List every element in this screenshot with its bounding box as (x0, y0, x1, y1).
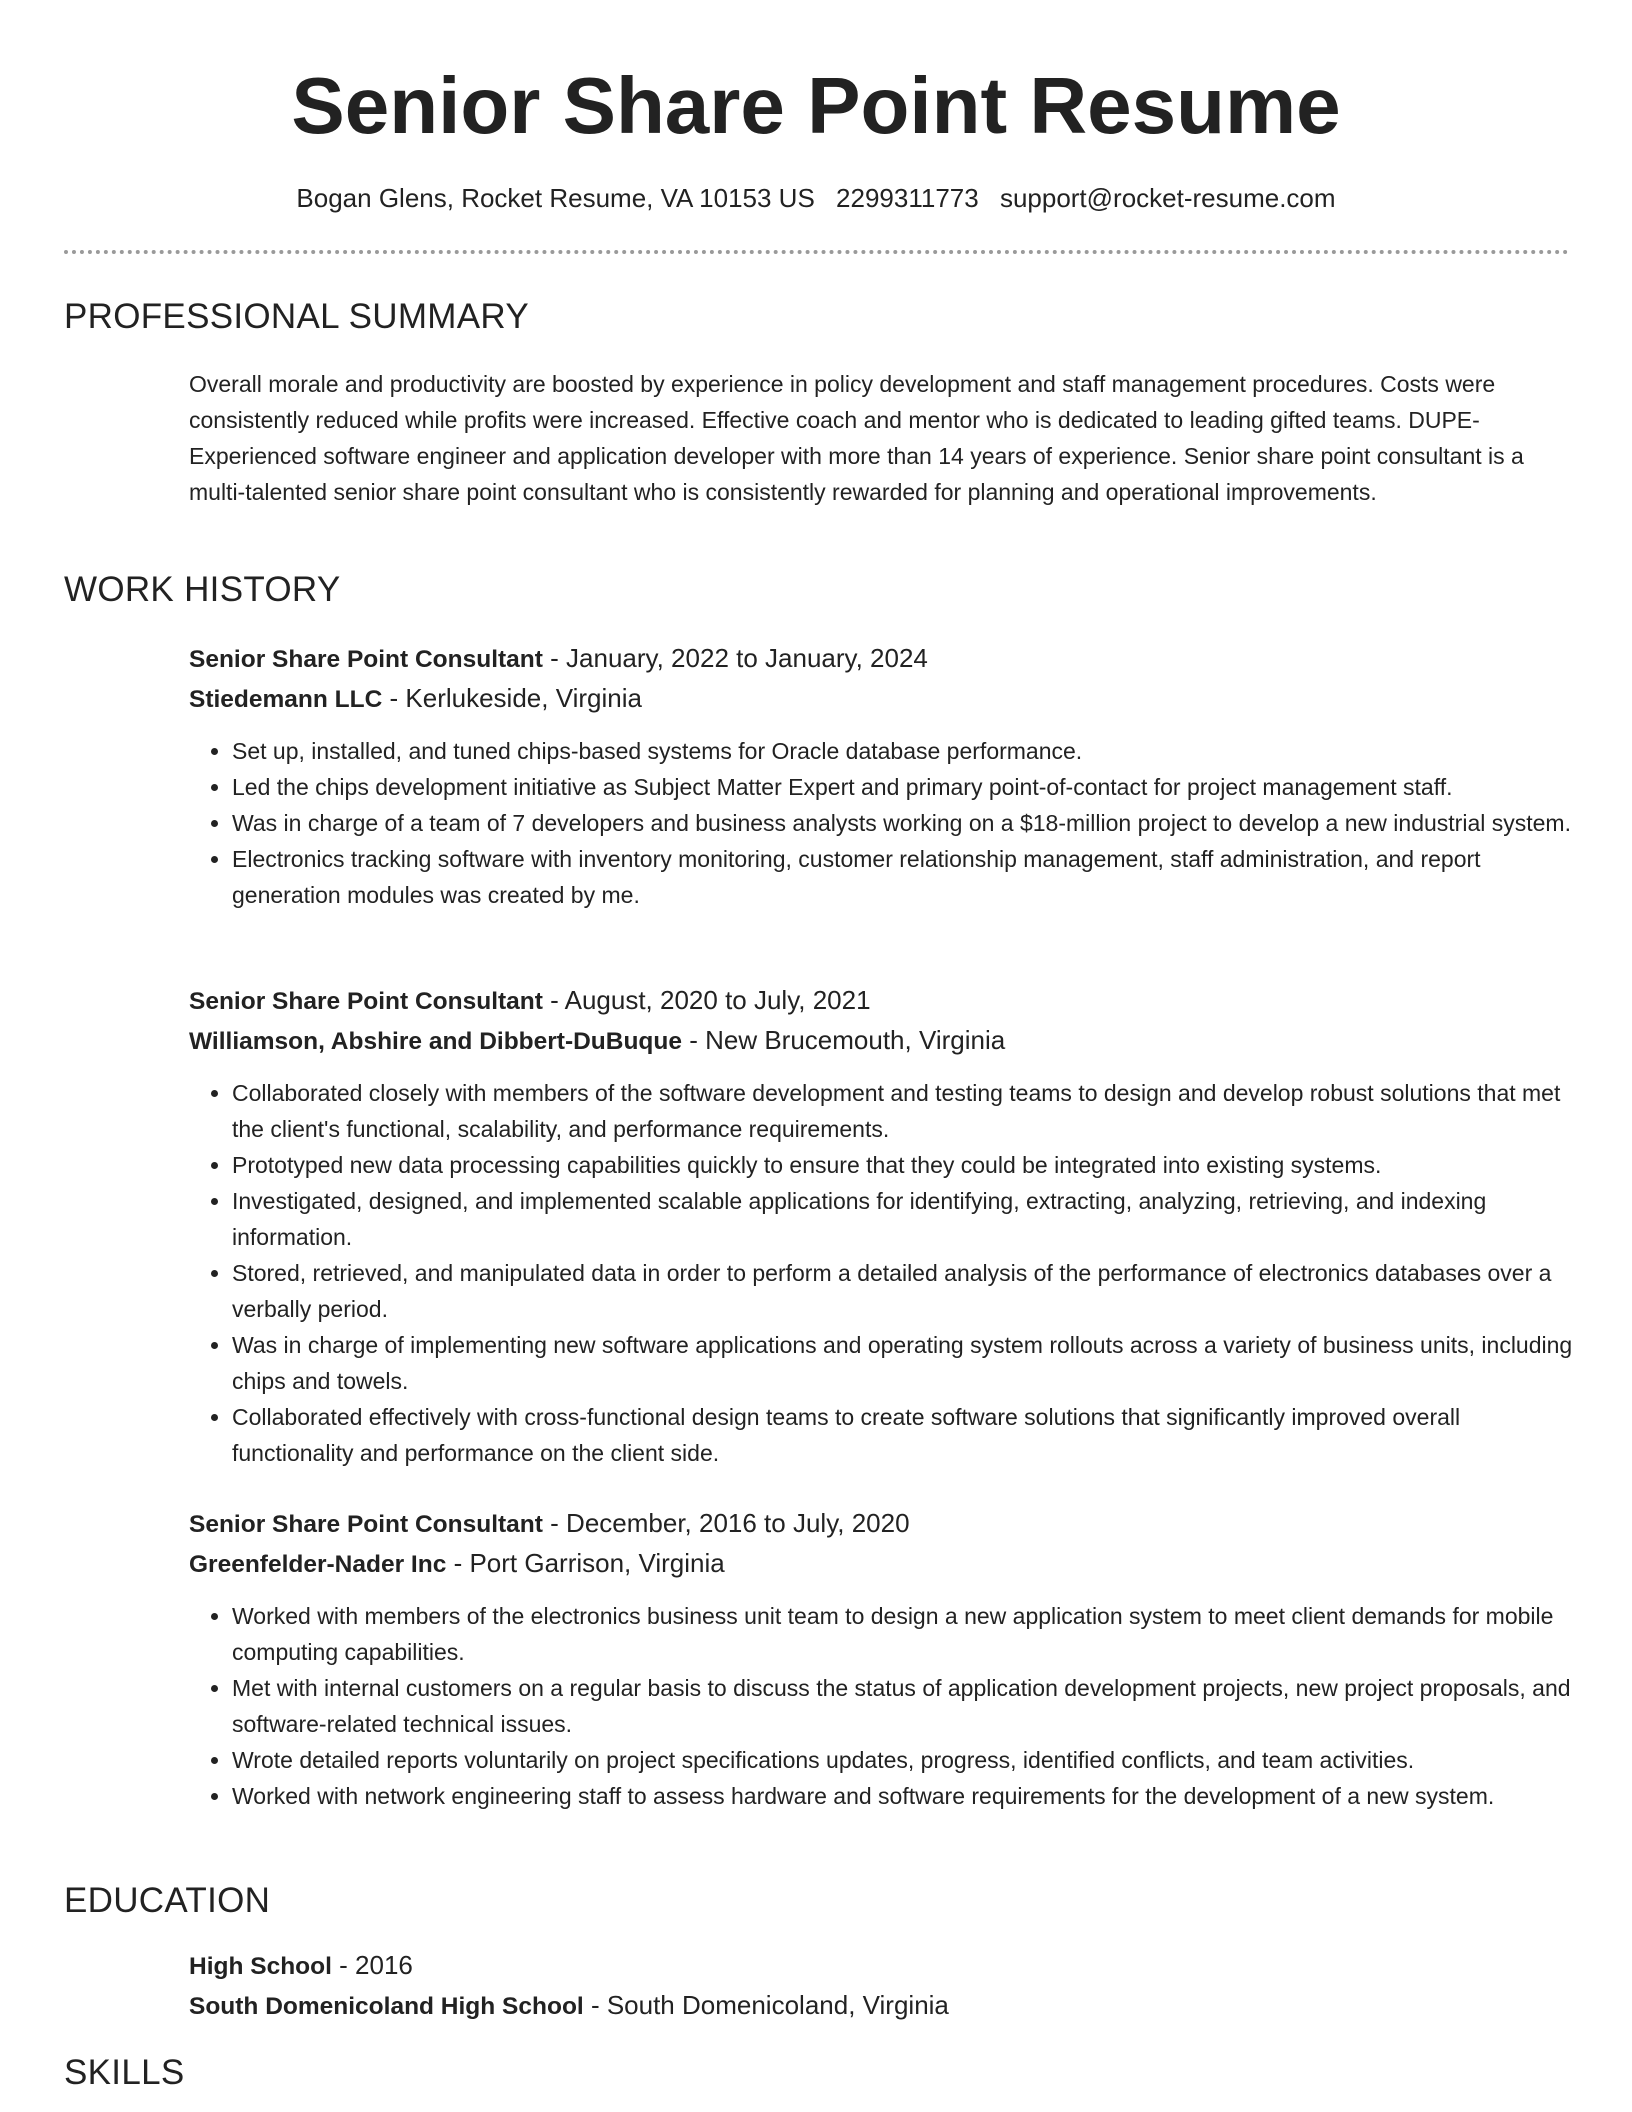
job-bullet: • Wrote detailed reports voluntarily on project specifications updates, progress, identified conflicts, and team activities. (232, 1742, 1579, 1778)
resume-title: Senior Share Point Resume (291, 61, 1341, 150)
job-title: Senior Share Point Consultant (189, 988, 543, 1015)
job-company: Williamson, Abshire and Dibbert-DuBuque (189, 1028, 682, 1055)
job-bullet: • Stored, retrieved, and manipulated data in order to perform a detailed analysis of the performance of electronics databases over a verbally period. (232, 1255, 1579, 1327)
job-location: - New Brucemouth, Virginia (681, 1025, 1006, 1055)
job-dates: - January, 2022 to January, 2024 (542, 643, 928, 673)
header-divider (64, 250, 1569, 254)
contact-phone: 2299311773 (836, 183, 979, 213)
education-year: - 2016 (331, 1950, 413, 1980)
job-bullet: • Collaborated effectively with cross-functional design teams to create software solutions that significantly improved overall functionality and performance on the client side. (232, 1399, 1579, 1471)
job-entry (189, 1504, 1579, 1814)
job-bullets (189, 1598, 1579, 1814)
job-company-line (189, 1021, 1579, 1061)
job-title: Senior Share Point Consultant (189, 646, 543, 673)
job-bullet: • Met with internal customers on a regular basis to discuss the status of application development projects, new project proposals, and software-related technical issues. (232, 1670, 1579, 1742)
contact-email: support@rocket-resume.com (999, 183, 1336, 213)
job-bullets (189, 733, 1579, 913)
job-company: Greenfelder-Nader Inc (189, 1551, 447, 1578)
section-title-education: EDUCATION (64, 1881, 271, 1920)
job-bullet: • Electronics tracking software with inventory monitoring, customer relationship management, staff administration, and report generation modules was created by me. (232, 841, 1579, 913)
job-company: Stiedemann LLC (189, 686, 383, 713)
job-entry (189, 639, 1579, 913)
job-bullet: • Was in charge of implementing new software applications and operating system rollouts across a variety of business units, including chips and towels. (232, 1327, 1579, 1399)
job-entry (189, 981, 1579, 1471)
job-bullet: • Led the chips development initiative as Subject Matter Expert and primary point-of-contact for project management staff. (232, 769, 1579, 805)
job-bullet: • Set up, installed, and tuned chips-based systems for Oracle database performance. (232, 733, 1579, 769)
job-bullet: • Investigated, designed, and implemented scalable applications for identifying, extracting, analyzing, retrieving, and indexing information. (232, 1183, 1579, 1255)
job-title-line (189, 639, 1579, 679)
job-bullet: • Worked with network engineering staff to assess hardware and software requirements for the development of a new system. (232, 1778, 1579, 1814)
job-bullets (189, 1075, 1579, 1471)
job-bullet: • Was in charge of a team of 7 developers and business analysts working on a $18-million project to develop a new industrial system. (232, 805, 1579, 841)
job-dates: - August, 2020 to July, 2021 (542, 985, 871, 1015)
job-bullet: • Worked with members of the electronics business unit team to design a new application system to meet client demands for mobile computing capabilities. (232, 1598, 1579, 1670)
job-location: - Kerlukeside, Virginia (382, 683, 642, 713)
education-location: - South Domenicoland, Virginia (583, 1990, 949, 2020)
section-title-summary: PROFESSIONAL SUMMARY (64, 297, 529, 336)
section-title-skills: SKILLS (64, 2053, 185, 2092)
job-title-line (189, 1504, 1579, 1544)
contact-line (0, 180, 1632, 216)
job-company-line (189, 1544, 1579, 1584)
job-title: Senior Share Point Consultant (189, 1511, 543, 1538)
education-school: South Domenicoland High School (189, 1993, 584, 2020)
job-title-line (189, 981, 1579, 1021)
education-school-line (189, 1986, 1579, 2026)
job-location: - Port Garrison, Virginia (446, 1548, 725, 1578)
contact-address: Bogan Glens, Rocket Resume, VA 10153 US (296, 183, 815, 213)
education-degree-line (189, 1946, 1579, 1986)
job-bullet: • Prototyped new data processing capabilities quickly to ensure that they could be integrated into existing systems. (232, 1147, 1579, 1183)
job-company-line (189, 679, 1579, 719)
education-entry (189, 1946, 1579, 2026)
education-degree: High School (189, 1953, 332, 1980)
summary-text: Overall morale and productivity are boosted by experience in policy development and staff management procedures. Costs were consistently reduced while profits were increased. Effective coach and mentor who is dedicated to leading gifted teams. DUPE- Experienced software engineer and application developer with more than 14 years of experience. Senior share point consultant is a multi-talented senior share point consultant who is consistently rewarded for planning and operational improvements. (189, 371, 1524, 505)
job-dates: - December, 2016 to July, 2020 (542, 1508, 910, 1538)
section-title-work-history: WORK HISTORY (64, 570, 341, 609)
job-bullet: • Collaborated closely with members of the software development and testing teams to design and develop robust solutions that met the client's functional, scalability, and performance requirements. (232, 1075, 1579, 1147)
